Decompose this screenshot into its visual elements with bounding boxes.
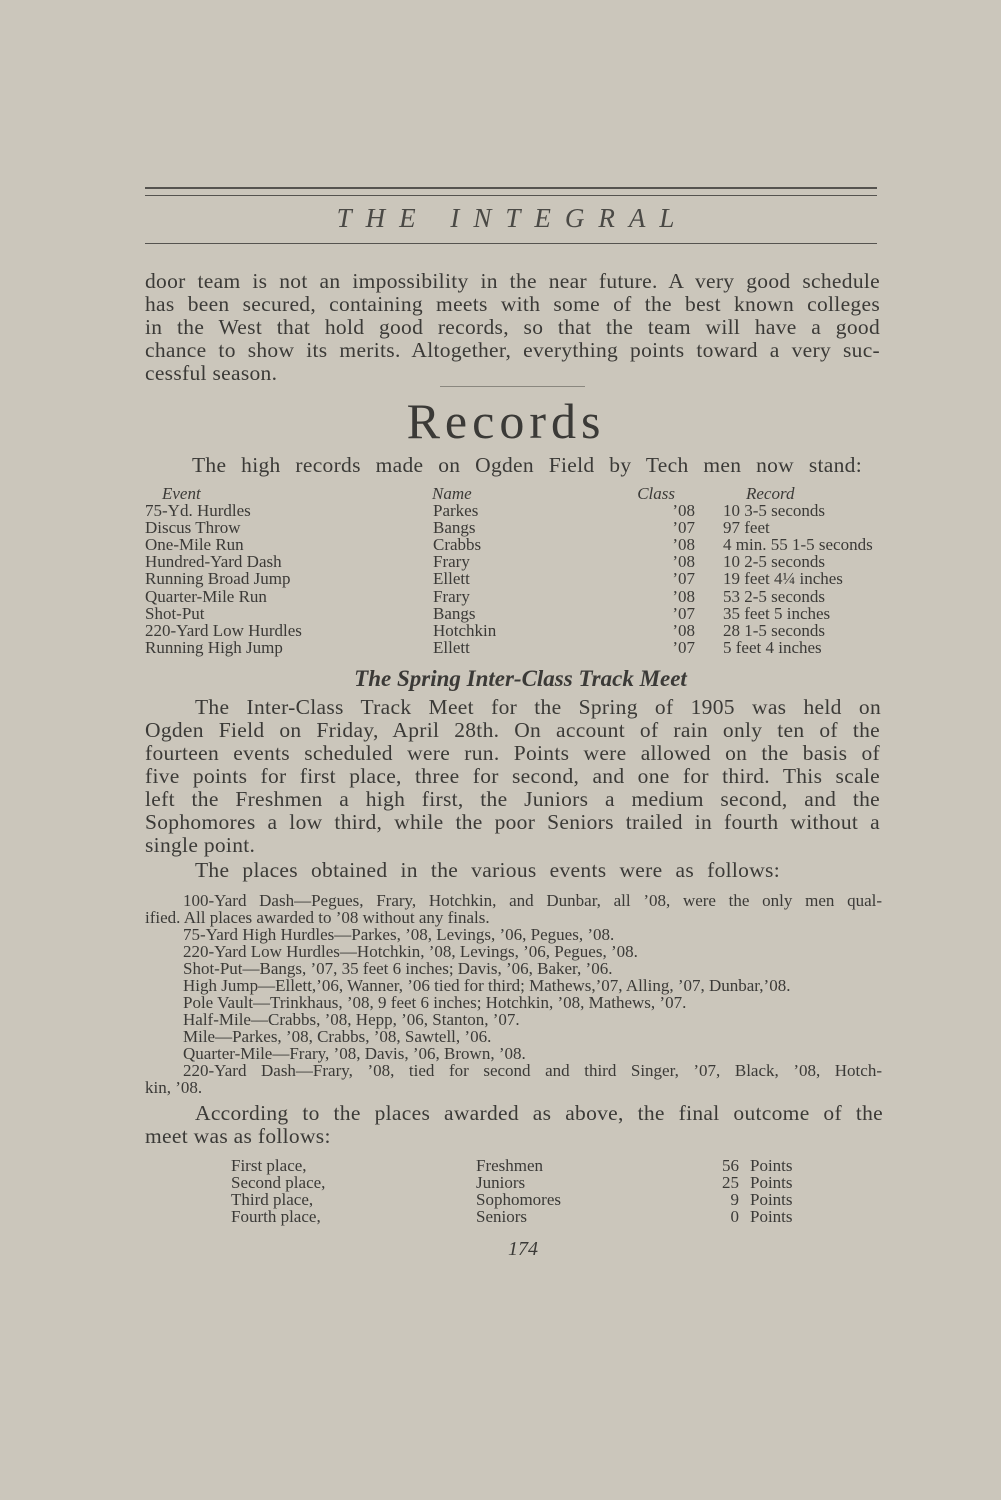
event-line: Pole Vault—Trinkhaus, ’08, 9 feet 6 inches; Hotchkin, ’08, Mathews, ’07. — [183, 993, 687, 1012]
cell-record: 10 2-5 seconds — [723, 552, 825, 572]
header-rule-top — [145, 187, 877, 189]
cell-name: Crabbs — [433, 535, 482, 555]
cell-name: Ellett — [433, 637, 470, 657]
table-row — [145, 502, 885, 519]
outcome-row — [231, 1208, 831, 1225]
outcome-row — [231, 1174, 831, 1191]
cell-name: Bangs — [433, 518, 476, 538]
cell-record: 19 feet 4¼ inches — [723, 569, 843, 589]
table-header — [145, 485, 885, 502]
cell-class: ’07 — [672, 603, 695, 623]
running-head: THE INTEGRAL — [336, 203, 689, 233]
event-line: 220-Yard Dash—Frary, ’08, tied for second and third Singer, ’07, Black, ’08, Hotch- — [183, 1061, 882, 1080]
event-line: 75-Yard High Hurdles—Parkes, ’08, Levings, ’06, Pegues, ’08. — [183, 925, 615, 944]
event-line: ified. All places awarded to ’08 without any finals. — [145, 908, 490, 927]
cell-class: Seniors — [476, 1207, 527, 1226]
cell-event: 220-Yard Low Hurdles — [145, 620, 302, 640]
text-line: five points for first place, three for second, and one for third. This scale — [145, 764, 880, 788]
cell-event: Quarter-Mile Run — [145, 586, 267, 606]
cell-event: Shot-Put — [145, 603, 205, 623]
table-row — [145, 639, 885, 656]
header-rule-top-thin — [145, 195, 877, 196]
text-line: According to the places awarded as above, the final outcome of the — [195, 1101, 883, 1125]
text-line: meet was as follows: — [145, 1124, 331, 1148]
outcome-row — [231, 1191, 831, 1208]
text-line: The Inter-Class Track Meet for the Spring of 1905 was held on — [195, 695, 881, 719]
cell-class: Class — [637, 484, 675, 503]
records-heading: Records — [406, 393, 606, 449]
cell-name: Ellett — [433, 569, 470, 589]
cell-class: ’08 — [672, 535, 695, 555]
cell-record: 5 feet 4 inches — [723, 637, 822, 657]
cell-event: One-Mile Run — [145, 535, 244, 555]
cell-class: ’08 — [672, 552, 695, 572]
text-line: door team is not an impossibility in the near future. A very good schedule — [145, 269, 880, 293]
text-line: has been secured, containing meets with some of the best known colleges — [145, 292, 880, 316]
cell-unit: Points — [750, 1156, 793, 1175]
cell-event: Discus Throw — [145, 518, 241, 538]
table-row — [145, 519, 885, 536]
event-line: 220-Yard Low Hurdles—Hotchkin, ’08, Levings, ’06, Pegues, ’08. — [183, 942, 638, 961]
table-row — [145, 622, 885, 639]
cell-class: Sophomores — [476, 1190, 561, 1209]
cell-record: 53 2-5 seconds — [723, 586, 825, 606]
cell-name: Parkes — [433, 501, 479, 520]
cell-points: 56 — [722, 1156, 739, 1175]
cell-class: ’08 — [672, 620, 695, 640]
event-line: 100-Yard Dash—Pegues, Frary, Hotchkin, and Dunbar, all ’08, were the only men qual- — [183, 891, 882, 910]
event-line: High Jump—Ellett,’06, Wanner, ’06 tied for third; Mathews,’07, Alling, ’07, Dunbar,’08. — [183, 976, 791, 995]
cell-class: Freshmen — [476, 1156, 544, 1175]
cell-name: Frary — [433, 586, 470, 606]
cell-event: 75-Yd. Hurdles — [145, 501, 251, 520]
cell-record: Record — [746, 484, 795, 503]
cell-class: Juniors — [476, 1173, 526, 1192]
cell-place: Third place, — [231, 1190, 314, 1209]
cell-event: Running Broad Jump — [145, 569, 291, 589]
cell-unit: Points — [750, 1190, 793, 1209]
cell-points: 0 — [730, 1207, 739, 1226]
page-number: 174 — [508, 1238, 538, 1260]
cell-class: ’07 — [672, 569, 695, 589]
cell-unit: Points — [750, 1173, 793, 1192]
cell-record: 97 feet — [723, 518, 770, 538]
cell-name: Hotchkin — [433, 620, 497, 640]
cell-class: ’08 — [672, 586, 695, 606]
cell-record: 10 3-5 seconds — [723, 501, 825, 520]
text-line: fourteen events scheduled were run. Points were allowed on the basis of — [145, 741, 880, 765]
cell-class: ’07 — [672, 518, 695, 538]
places-intro: The places obtained in the various events were as follows: — [195, 858, 780, 882]
text-line: chance to show its merits. Altogether, everything points toward a very suc- — [145, 338, 880, 362]
table-row — [145, 588, 885, 605]
outcome-row — [231, 1157, 831, 1174]
table-row — [145, 553, 885, 570]
event-line: Quarter-Mile—Frary, ’08, Davis, ’06, Brown, ’08. — [183, 1044, 526, 1063]
cell-record: 4 min. 55 1-5 seconds — [723, 535, 873, 555]
cell-place: First place, — [231, 1156, 307, 1175]
event-line: Shot-Put—Bangs, ’07, 35 feet 6 inches; Davis, ’06, Baker, ’06. — [183, 959, 613, 978]
cell-points: 25 — [722, 1173, 739, 1192]
event-line: kin, ’08. — [145, 1078, 203, 1097]
records-intro: The high records made on Ogden Field by Tech men now stand: — [192, 453, 862, 477]
cell-record: 35 feet 5 inches — [723, 603, 831, 623]
text-line: in the West that hold good records, so that the team will have a good — [145, 315, 880, 339]
meet-heading: The Spring Inter-Class Track Meet — [354, 666, 687, 691]
table-row — [145, 570, 885, 587]
table-row — [145, 536, 885, 553]
event-line: Half-Mile—Crabbs, ’08, Hepp, ’06, Stanton, ’07. — [183, 1010, 520, 1029]
cell-name: Bangs — [433, 603, 476, 623]
text-line: left the Freshmen a high first, the Juniors a medium second, and the — [145, 787, 880, 811]
header-rule-bottom — [145, 243, 877, 244]
text-line: Sophomores a low third, while the poor Seniors trailed in fourth without a — [145, 810, 880, 834]
cell-event: Event — [162, 484, 201, 503]
cell-name: Frary — [433, 552, 470, 572]
cell-name: Name — [432, 484, 472, 503]
cell-unit: Points — [750, 1207, 793, 1226]
cell-place: Second place, — [231, 1173, 326, 1192]
cell-class: ’08 — [672, 501, 695, 520]
cell-points: 9 — [730, 1190, 739, 1209]
text-line: cessful season. — [145, 361, 278, 385]
cell-record: 28 1-5 seconds — [723, 620, 825, 640]
cell-event: Running High Jump — [145, 637, 283, 657]
section-divider — [440, 386, 585, 387]
cell-event: Hundred-Yard Dash — [145, 552, 282, 572]
cell-class: ’07 — [672, 637, 695, 657]
text-line: Ogden Field on Friday, April 28th. On account of rain only ten of the — [145, 718, 880, 742]
text-line: single point. — [145, 833, 256, 857]
cell-place: Fourth place, — [231, 1207, 321, 1226]
event-line: Mile—Parkes, ’08, Crabbs, ’08, Sawtell, ’06. — [183, 1027, 492, 1046]
table-row — [145, 605, 885, 622]
